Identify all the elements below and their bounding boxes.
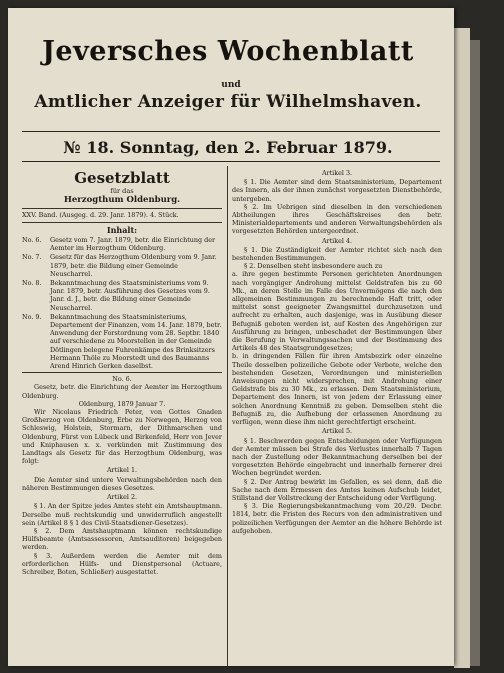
article-5-par-3: § 3. Die Regierungsbekanntmachung vom 20./29. Decbr. 1814, betr. die Fristen des Recurs von den administrativen und polizeilichen Verfügungen der Aemter an die höhere Behörde ist aufgehoben. <box>232 502 442 535</box>
gesetzblatt-heading: Gesetzblatt <box>74 169 170 187</box>
divider <box>22 372 222 373</box>
contents-item <box>22 313 222 370</box>
no6-heading: No. 6. <box>112 375 132 384</box>
article-2-heading: Artikel 2. <box>106 493 138 502</box>
newspaper-title: Jeversches Wochenblatt <box>42 36 414 67</box>
article-3-heading: Artikel 3. <box>321 169 353 177</box>
issue-dateline: № 18. Sonntag, den 2. Februar 1879. <box>63 138 393 157</box>
article-4-heading: Artikel 4. <box>321 236 353 245</box>
rule-bottom <box>22 161 440 162</box>
right-column <box>232 168 442 666</box>
item-text: Gesetz für das Herzogthum Oldenburg vom 9. Janr. 1879, betr. die Bildung einer Gemeinde Neuscharrel. <box>50 253 217 278</box>
no6-preamble: Wir Nicolaus Friedrich Peter, von Gottes Gnaden Großherzog von Oldenburg, Erbe zu Norwegen, Herzog von Schleswig, Holstein, Stormarn, der Dithmarschen und Oldenburg, Fürst von Lübeck und Birkenfeld, Herr von Jever und Kniphausen x. x. verkünden mit Zustimmung des Landtags als Gesetz für das Herzogthum Oldenburg, was folgt: <box>22 408 222 466</box>
page-stack-edge <box>454 28 470 668</box>
article-1-heading: Artikel 1. <box>106 466 138 475</box>
contents-item <box>22 253 222 278</box>
article-5-par-1: § 1. Beschwerden gegen Entscheidungen oder Verfügungen der Aemter müssen bei Strafe des Verlustes innerhalb 7 Tagen nach der Zustellung oder Bekanntmachung derselben bei der vorgesetzten Behörde eingebracht und innerhalb fernerer drei Wochen begründet werden. <box>232 436 442 478</box>
article-3-par-1: § 1. Die Aemter sind dem Staatsministerium, Departement des Innern, als der ihnen zunächst vorgesetzten Dienstbehörde, untergeben. <box>232 178 442 203</box>
article-3-par-2: § 2. Im Uebrigen sind dieselben in den verschiedenen Abtheilungen ihres Geschäftskreises den betr. Ministerialdepartements und anderen Verwaltungsbehörden als vorgesetzten Behörden untergeordnet. <box>232 202 442 236</box>
article-4-item-b: b. in dringenden Fällen für ihren Amtsbezirk oder einzelne Theile desselben polizeiliche Gebote oder Verbote, welche den bestehenden Gesetzen, Verordnungen und ministeriellen Anweisungen nicht widersprechen, mit Androhung einer Geldstrafe bis zu 30 Mk., zu erlassen. Dem Staatsministerium, Departement des Innern, ist von jedem der Erlassung einer solchen Anordnung Kenntniß zu geben. Demselben steht die Befugniß zu, die Aufhebung der erlassenen Anordnung zu verfügen, wenn diese ihm nicht gerechtfertigt erscheint. <box>232 352 442 427</box>
article-4-item-a: a. ihre gegen bestimmte Personen gerichteten Anordnungen nach vorgängiger Androhung mittelst Geldstrafen bis zu 60 Mk., an deren Stelle im Falle des Unvermögens die nach den allgemeinen Bestimmungen zu berechnende Haft tritt, oder mittelst sonst geeigneter Zwangsmittel durchzusetzen und aufrecht zu erhalten, auch dasjenige, was in Ausübung dieser Befugniß geboten werden ist, auf Kosten des Angehörigen zur Ausführung zu bringen, unbeschadet der Bestimmungen über die Berufung in Verwaltungssachen und der Bestimmung des Artikels 48 des Staatsgrundgesetzes; <box>232 270 442 353</box>
article-2-par-2: § 2. Dem Amtshauptmann können rechtskundige Hülfsbeamte (Amtsassessoren, Amtsauditoren) beigegeben werden. <box>22 526 222 552</box>
divider <box>22 222 222 223</box>
book-spine-edge <box>470 40 480 666</box>
issue-line: XXV. Band. (Ausgeg. d. 29. Janr. 1879). 4. Stück. <box>22 211 179 219</box>
item-number: No. 8. <box>22 279 42 288</box>
article-5-heading: Artikel 5. <box>321 427 353 436</box>
fuer-das: für das <box>110 187 134 195</box>
left-column <box>22 168 222 666</box>
newspaper-page <box>8 8 454 666</box>
article-4-par-1: § 1. Die Zuständigkeit der Aemter richtet sich nach den bestehenden Bestimmungen. <box>232 245 442 263</box>
contents-item <box>22 236 222 252</box>
article-4-par-2: § 2. Denselben steht insbesondere auch zu <box>244 262 383 271</box>
article-2-par-1: § 1. An der Spitze jedes Amtes steht ein Amtshauptmann. Derselbe muß rechtskundig und unwiderruflich angestellt sein (Artikel 8 § 1 des Civil-Staatsdiener-Gesetzes). <box>22 502 222 527</box>
no6-date: Oldenburg, 1879 Januar 7. <box>78 399 166 408</box>
item-number: No. 7. <box>22 253 42 262</box>
item-text: Bekanntmachung des Staatsministeriums, Departement der Finanzen, vom 14. Janr. 1879, betr. Anwendung der Forstordnung vom 28. Septbr. 1840 auf verschiedene zu Moorstellen in der Gemeinde Dötlingen belegene Fuhrenkämpe des Brinksitzers Hermann Thöle zu Moorstedt und des Baumanns Arend Hinrich Gerken daselbst. <box>50 312 222 371</box>
column-divider <box>227 166 228 666</box>
rule-top <box>22 131 440 132</box>
item-text: Bekanntmachung des Staatsministeriums vom 9. Janr. 1879, betr. Ausführung des Gesetzes vom 9. Janr. d. J., betr. die Bildung einer Gemeinde Neuscharrel. <box>50 279 210 312</box>
newspaper-subtitle: Amtlicher Anzeiger für Wilhelmshaven. <box>34 92 422 112</box>
article-5-par-2: § 2. Der Antrag bewirkt im Gefallen, es sei denn, daß die Sache nach dem Ermessen des Amtes keinen Aufschub leidet, Stillstand der Vollstreckung der Entscheidung oder Verfügung. <box>232 477 442 502</box>
article-2-par-3: § 3. Außerdem werden die Aemter mit dem erforderlichen Hülfs- und Dienstpersonal (Actuare, Schreiber, Boten, Schließer) ausgestattet. <box>22 551 222 576</box>
item-number: No. 9. <box>22 312 42 321</box>
item-number: No. 6. <box>22 236 42 244</box>
item-text: Gesetz vom 7. Janr. 1879, betr. die Einrichtung der Aemter im Herzogthum Oldenburg. <box>50 236 216 253</box>
masthead-und: und <box>221 80 241 90</box>
contents-item <box>22 279 222 312</box>
territory-heading: Herzogthum Oldenburg. <box>63 195 181 205</box>
no6-title: Gesetz, betr. die Einrichtung der Aemter im Herzogthum Oldenburg. <box>22 383 222 400</box>
divider <box>22 208 222 209</box>
inhalt-heading: Inhalt: <box>106 225 138 235</box>
article-1-text: Die Aemter sind untere Verwaltungsbehörden nach den näheren Bestimmungen dieses Gesetzes. <box>22 475 222 492</box>
